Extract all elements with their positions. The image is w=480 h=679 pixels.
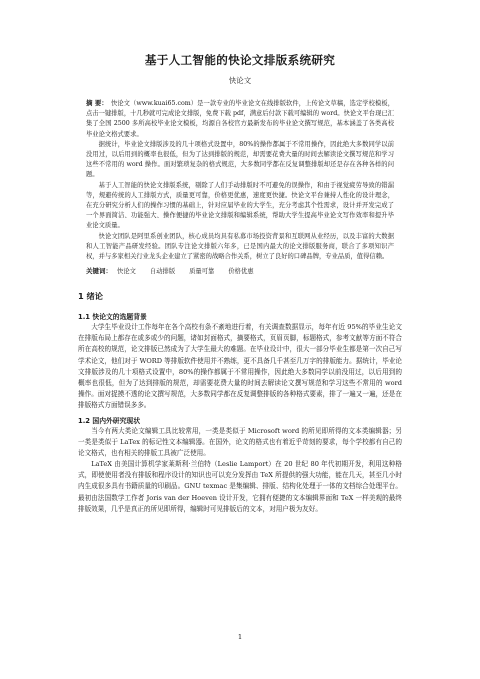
- abstract-paragraph: 基于人工智能的快论文排版系统，剔除了人们手动排版时不可避免的误操作，和由于视觉疲劳导致的错漏等，规避传统的人工排版方式，质量更可靠，价格更优惠，速度更快捷。快论文平台兼持人性化的设计理念，在充分研究分析人们的操作习惯的基础上，针对应届毕业的大学生，充分考虑其个性需求，设计并开发完成了一个界面简洁、功能强大、操作便捷的毕业论文排版和编辑系统，帮助大学生提高毕业论文写作效率和提升毕业论文质量。: [86, 181, 394, 230]
- page-number: 1: [237, 633, 243, 641]
- author: 快论文: [228, 76, 252, 85]
- keyword: 质量可靠: [189, 268, 215, 276]
- keyword: 快论文: [117, 268, 136, 276]
- abstract-label: 摘 要：: [86, 99, 108, 107]
- abstract-paragraph: 快论文团队是阿里系创业团队，核心成员均具有私募市场投资背景和互联网从业经历，以及丰富的大数据和人工智能产品研发经验。团队专注论文排版六年多，已是国内最大的论文排版服务商，联合了多项知识产权，并与多家相关行业龙头企业建立了紧密的战略合作关系，树立了良好的口碑品牌，专业品质，值得信赖。: [86, 232, 394, 261]
- subsection-heading: 1.2 国内外研究现状: [78, 417, 140, 425]
- subsection-heading: 1.1 快论文的选题背景: [78, 313, 147, 322]
- keywords-label: 关键词：: [86, 267, 112, 276]
- body-paragraph: LaTeX 由美国计算机学家莱斯利·兰伯特（Leslie Lamport）在 20 世纪 80 年代初期开发，利用这种格式，即使使用者没有排版和程序设计的知识也可以充分发挥由 TeX 所提供的强大功能，能在几天，甚至几小时内生成很多具有书籍质量的印刷品。GNU texmac 是集编辑、排版、结构化处理于一体的文档综合处理平台。最初由法国数学工作者 Joris van der Hoeven 设计开发，它拥有便捷的文本编辑界面和 TeX 一样美观的最终排版效果，几乎是真正的所见即所得，编辑时可见排版后的文本，对用户极为友好。: [78, 460, 402, 513]
- body-paragraph: 当今有两大类论文编辑工具比较常用，一类是类似于 Microsoft word 的所见即所得的文本类编辑器；另一类是类似于 LaTex 的标记性文本编辑器。在国外，论文的格式也有着近乎苛刻的要求，每个学校都有自己的论文格式，也有相关的排版工具被广泛使用。: [78, 427, 402, 458]
- section-heading: 1 绪论: [78, 291, 103, 302]
- body-paragraph: 大学生毕业设计工作每年在各个高校有条不紊地进行着，有关调查数据显示，每年有近 95%的毕业生论文在排版布局上都存在或多或少的问题，诸如封面格式，摘要格式，页眉页脚，标题格式，参考文献等方面不符合所在高校的规范，论文排版已然成为了大学生最大的难题。在毕业设计中，很大一部分毕业生都是第一次自己写学术论文，他们对于 WORD 等排版软件使用并不熟练，更不具备几千甚至几万字的排版能力。据统计，毕业论文排版涉及的几十项格式设置中，80%的操作都属于不常用操作，因此绝大多数同学以前没用过，以后用到的概率也很低，但为了达到排版的规范，却需要花费大量的时间去解读论文撰写规范和学习这些不常用的 word 操作。面对捉摸不透的论文撰写规范，大多数同学都在反复调整排版的各种格式要素，排了一遍又一遍，还是在排版格式方面错误多多。: [78, 323, 402, 409]
- keyword: 自动排版: [149, 268, 176, 276]
- abstract-paragraph: 据统计，毕业论文排版涉及的几十项格式设置中，80%的操作都属于不常用操作，因此绝大多数同学以前没用过，以后用到的概率也很低，但为了达到排版的规范，却需要花费大量的时间去解读论文撰写规范和学习这些不常用的 word 操作。面对繁琐复杂的格式规范，大多数同学都在反复调整排版却还是存在各种各样的问题。: [86, 140, 394, 179]
- keyword: 价格优惠: [228, 268, 254, 276]
- abstract: [86, 98, 394, 262]
- abstract-paragraph: 摘 要： 快论文（www.kuai65.com）是一款专业的毕业论文在线排版软件，上传论文草稿，选定学校模板，点击一键排版，十几秒就可完成论文排版，免费下载 pdf，满意后付款下载可编辑的 word。快论文平台现已汇集了全国 2500 多所高校毕业论文模板，均源自各校官方最新发布的毕业论文撰写规范，基本涵盖了各类高校毕业论文格式要求。: [86, 99, 394, 138]
- paper-title: 基于人工智能的快论文排版系统研究: [144, 53, 336, 67]
- keywords: [86, 266, 394, 275]
